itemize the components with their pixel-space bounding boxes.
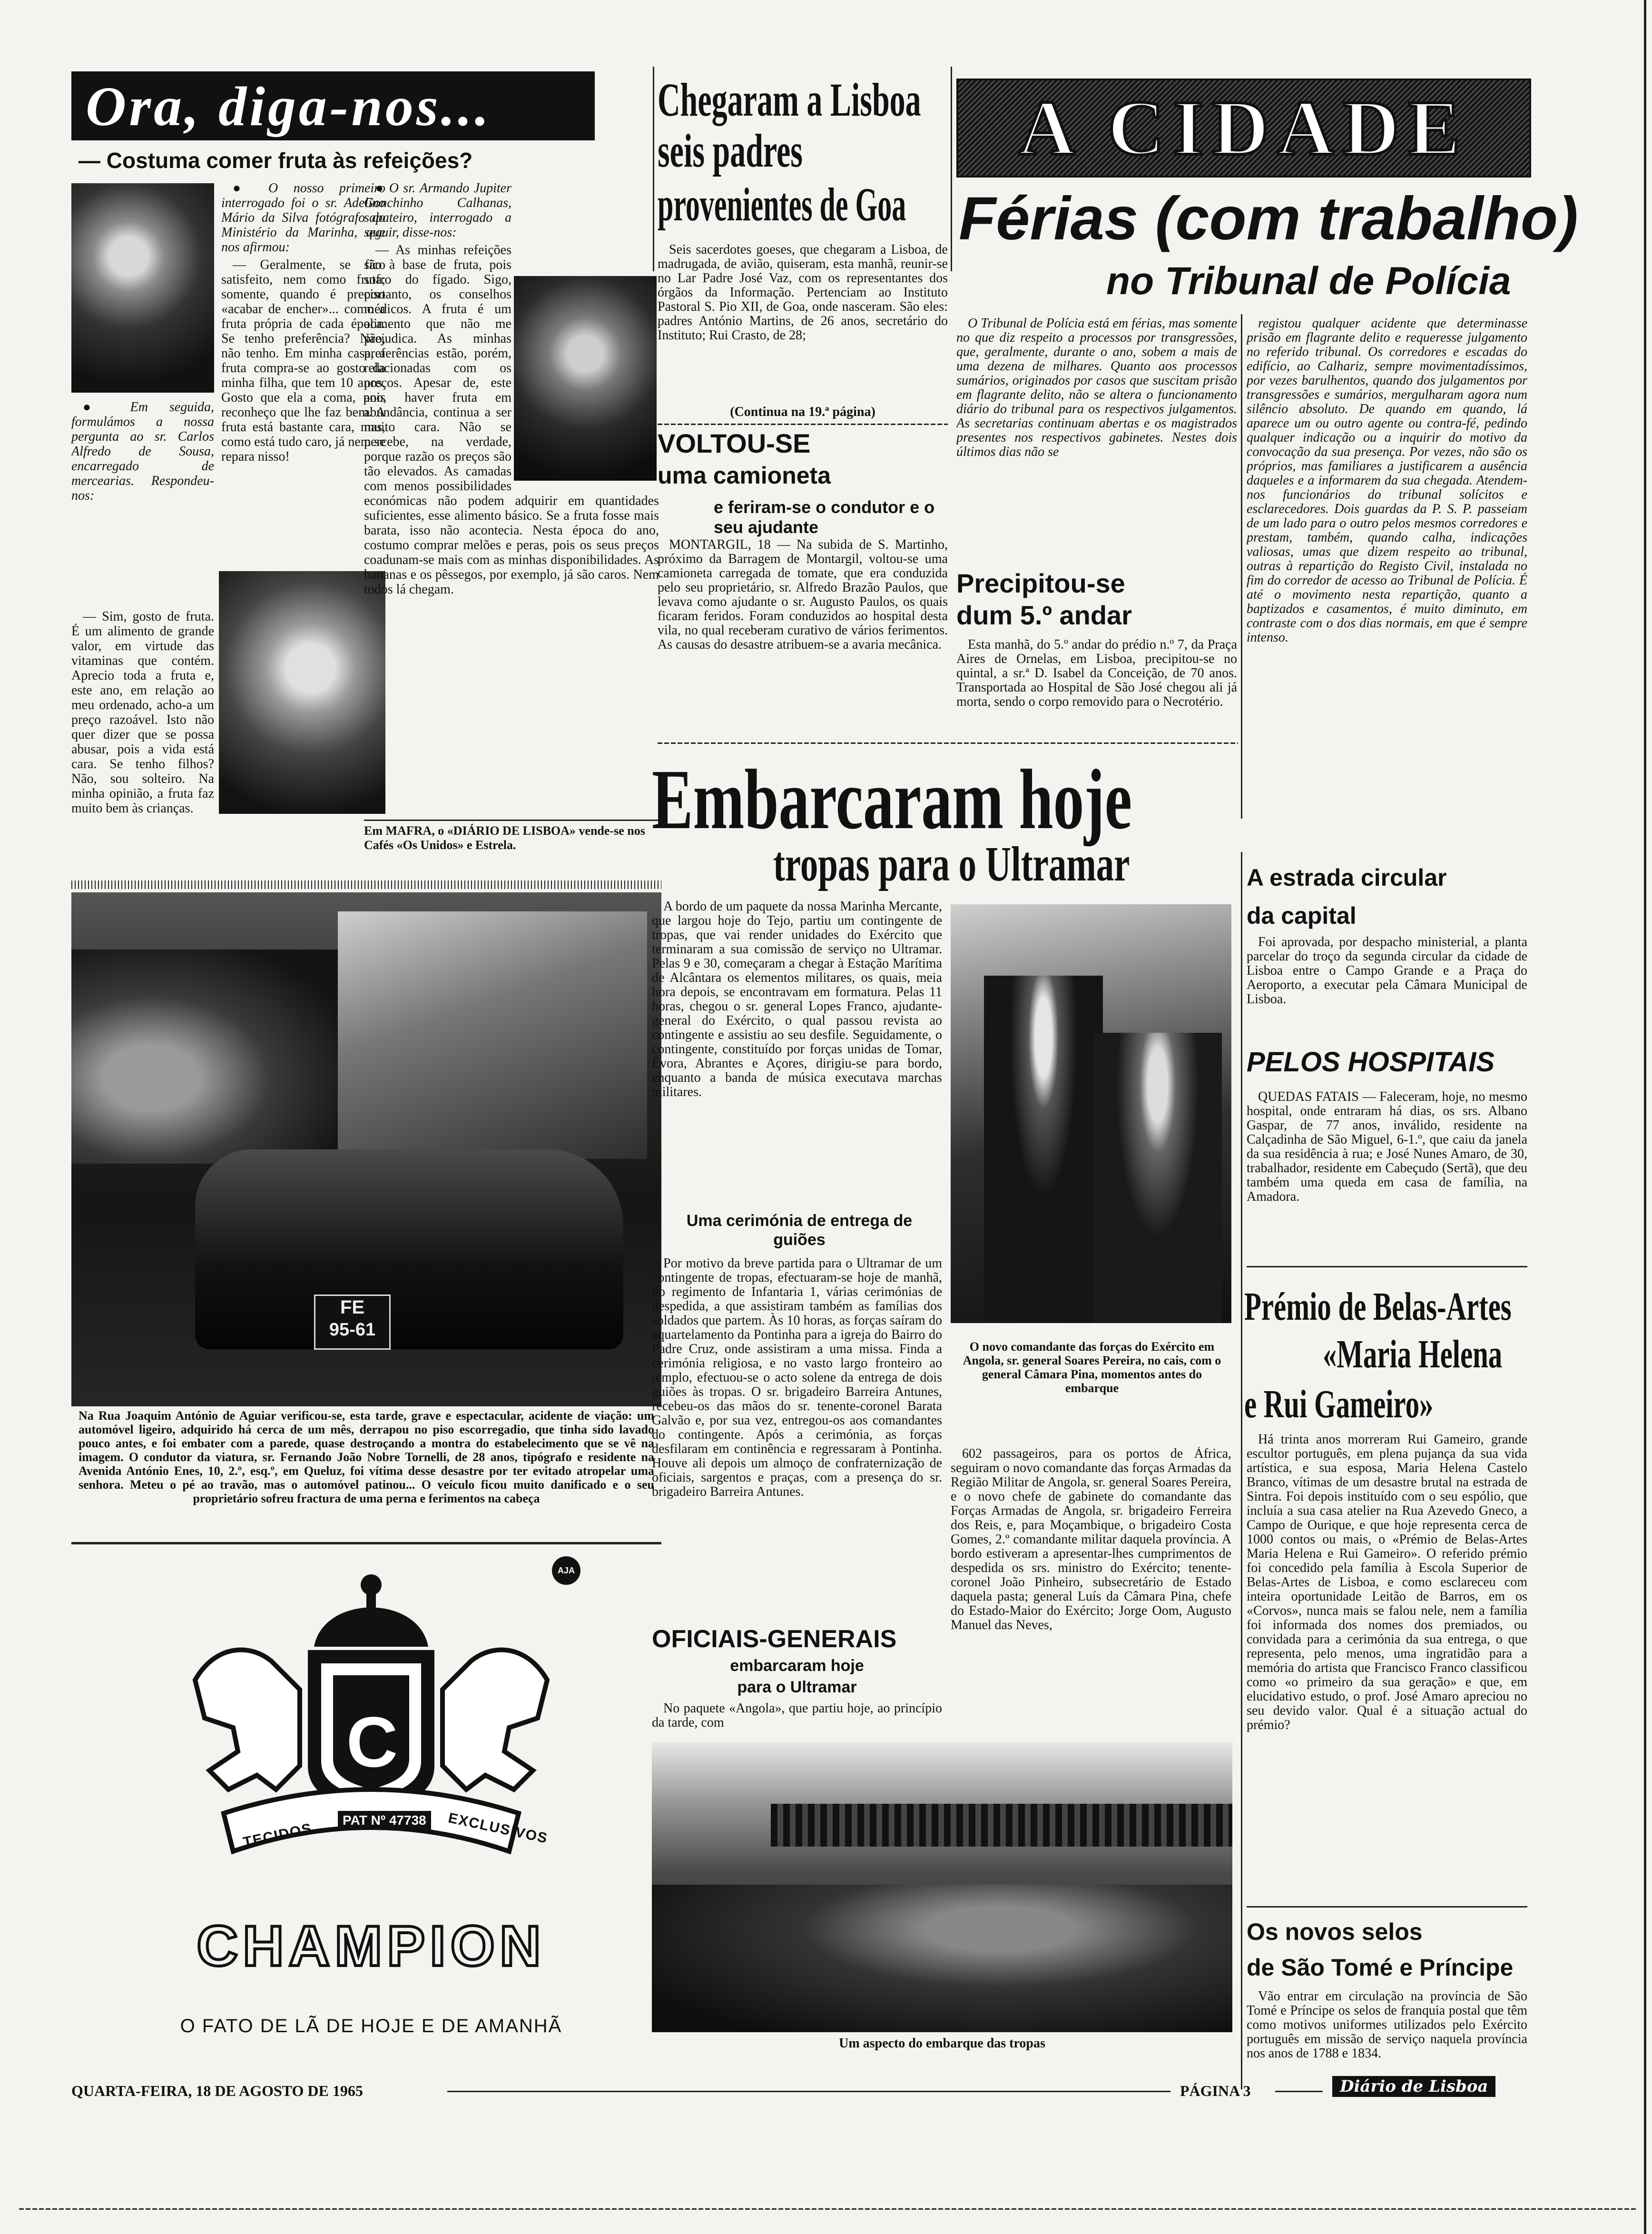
embarcaram-subhead-2: Uma cerimónia de entrega de guiões [686, 1212, 913, 1249]
embarcaram-body-2: Por motivo da breve partida para o Ultramar de um contingente de tropas, efectuaram-se hoje de manhã, no regimento de Infantaria 1, várias cerimónias de despedida, a que assistiram também as famílias dos soldados que partem. Às 10 horas, as forças saíram do aquartelamento da Pontinha para a igreja do Bairro do Padre Cruz, onde assistiram a uma missa. Finda a cerimónia religiosa, e no vasto largo fronteiro ao templo, efectuou-se o acto solene da entrega de dois guiões às tropas. O sr. brigadeiro Barreira Antunes, recebeu-os das mãos do sr. tenente-coronel Barata Galvão e, por sua vez, entregou-os aos comandantes do contingente. Após a cerimónia, as forças desfilaram em continência e regressaram à Pontinha. Houve ali depois um almoço de confraternização de oficiais, sargentos e praças, com a presença do sr. brigadeiro Barreira Antunes. [652, 1256, 942, 1499]
estrada-body [1247, 935, 1527, 1030]
ora-item2-answer-block [71, 609, 214, 866]
generals-photo-caption: O novo comandante das forças do Exército em Angola, sr. general Soares Pereira, no cais, com o general Câmara Pina, momentos antes do embarque [963, 1340, 1221, 1395]
crown-icon [314, 1608, 428, 1647]
voltou-headline-2: uma camioneta [658, 462, 831, 489]
embarcaram-rule-right [1241, 852, 1242, 2089]
ferias-col2 [1247, 316, 1527, 835]
embarque-caption: Um aspecto do embarque das tropas [839, 2036, 1045, 2051]
estrada-headline: A estrada circular [1247, 864, 1447, 891]
ora-question: — Costuma comer fruta às refeições? [79, 148, 473, 173]
lisboa-rule-right [951, 67, 952, 271]
license-plate-line1: FE [340, 1297, 365, 1318]
lisboa-rule-left [653, 67, 654, 271]
premio-headline-3: e Rui Gameiro» [1244, 1382, 1434, 1426]
ferias-col1 [956, 316, 1237, 564]
footer-page: PÁGINA 3 [1180, 2082, 1251, 2099]
champion-advert [71, 1547, 661, 2051]
ora-item1-cont [71, 400, 214, 604]
voltou-body [658, 538, 948, 733]
ora-item3-answer: — As minhas refeições são à base de fruta, pois sofro do fígado. Sigo, portanto, os conselhos médicos. A fruta é um alimento que não me prejudica. As minhas preferências estão, porém, relacionadas com os preços. Apesar de, este ano, haver fruta em abundância, continua a ser muito cara. Não se percebe, na verdade, porque razão os preços são tão elevados. As camadas com menos possibilidades económicas não podem adquirir em quantidades suficientes, esse alimento básico. Se a fruta fosse mais barata, isso não acontecia. Nesta época do ano, costumo comprar melões e peras, pois os seus preços coadunam-se mais com as minhas disponibilidades. As bananas e os pêssegos, por exemplo, já são caros. Nem todos lá chegam. [364, 243, 659, 597]
hospitais-body-text: QUEDAS FATAIS — Faleceram, hoje, no mesmo hospital, onde entraram há dias, os srs. Albano Gaspar, de 77 anos, inválido, residente na Calçadinha de São Miguel, 6-1.º, que caiu da janela da sua residência à rua; e José Nunes Amaro, de 30, trabalhador, residente em Cabeçudo (Sertã), que deu também uma queda em casa de família, na Amadora. [1247, 1090, 1527, 1204]
premio-body [1247, 1433, 1527, 1904]
ribbon-left: TECIDOS [242, 1820, 314, 1850]
lisboa-bottom-rule [658, 424, 948, 425]
ora-item2-intro: ● Em seguida, formulámos a nossa pergunta ao sr. Carlos Alfredo de Sousa, encarregado de mercearias. Respondeu-nos: [71, 400, 214, 503]
footer-date: QUARTA-FEIRA, 18 DE AGOSTO DE 1965 [71, 2082, 363, 2099]
estrada-headline-2: da capital [1247, 902, 1357, 929]
precipitou-body [956, 638, 1237, 740]
shop-window [338, 911, 647, 1159]
selos-body-text: Vão entrar em circulação na província de São Tomé e Príncipe os selos de franquia postal que têm como motivos uniformes utilizados pelo Exército português em missão de serviço naquela província nos anos de 1788 e 1834. [1247, 1989, 1527, 2061]
crowd [71, 949, 338, 1164]
a-cidade-banner [956, 79, 1531, 178]
precipitou-headline-2: dum 5.º andar [956, 600, 1132, 630]
ship-deck [771, 1804, 1232, 1847]
selos-top-rule [1247, 1906, 1527, 1908]
portrait-carlos [219, 571, 385, 814]
horse-left-icon [195, 1650, 300, 1789]
premio-headline-2: «Maria Helena [1323, 1332, 1503, 1376]
embarcaram-col1 [652, 900, 942, 1242]
voltou-body-text: MONTARGIL, 18 — Na subida de S. Martinho, próximo da Barragem de Montargil, voltou-se uma camioneta carregada de tomate, que era conduzida pelo seu proprietário, sr. Alfredo Brazão Paulos, que levava como ajudante o sr. Augusto Paulos, os quais ficaram feridos. Foram conduzidos ao hospital desta vila, no qual receberam curativo de vários ferimentos. As causas do desastre atribuem-se a avaria mecânica. [658, 538, 948, 652]
estrada-body-text: Foi aprovada, por despacho ministerial, a planta parcelar do troço da segunda circular da cidade de Lisboa entre o Campo Grande e a Praça do Aeroporto, a executar pela Câmara Municipal de Lisboa. [1247, 935, 1527, 1007]
advert-top-rule [71, 1542, 661, 1544]
footer-rule-1 [447, 2091, 1170, 2092]
champion-tagline: O FATO DE LÃ DE HOJE E DE AMANHÃ [180, 2016, 562, 2036]
horse-right-icon [442, 1650, 547, 1789]
page-right-edge [1644, 0, 1646, 2234]
a-cidade-banner-text: A CIDADE [1018, 84, 1469, 171]
ferias-col1-text: O Tribunal de Polícia está em férias, mas somente no que diz respeito a processos por transgressões, que, geralmente, durante o ano, sobem a mais de uma dezena de milhares. Quanto aos processos sumários, originados por casos que suscitam prisão em flagrante delito, não se altera o funcionamento diário do tribunal para os respectivos julgamentos. As secretarias continuam abertas e os magistrados presentes nos respectivos gabinetes. Nestes dois últimos dias não se [956, 316, 1237, 459]
lisboa-continued: (Continua na 19.ª página) [730, 405, 875, 419]
license-plate-line2: 95-61 [329, 1320, 376, 1340]
hospitais-body [1247, 1090, 1527, 1252]
ferias-headline: Férias (com trabalho) [959, 185, 1578, 253]
lisboa-headline-1: Chegaram a Lisboa [658, 73, 921, 126]
agency-mark-icon: AJA [552, 1556, 580, 1585]
footer-masthead: Diário de Lisboa [1332, 2076, 1495, 2097]
ora-banner-text: Ora, diga-nos... [86, 75, 492, 138]
oficiais-body-text: No paquete «Angola», que partiu hoje, ao princípio da tarde, com [652, 1701, 942, 1730]
embarcaram-col2 [951, 1447, 1231, 1723]
lisboa-body [658, 243, 948, 400]
premio-headline: Prémio de Belas-Artes [1244, 1285, 1512, 1329]
premio-top-rule [1247, 1266, 1527, 1267]
ora-item3 [364, 181, 659, 814]
crowd-on-dock [652, 1885, 1232, 2032]
ferias-subheadline: no Tribunal de Polícia [1106, 259, 1511, 303]
general-right [1093, 1033, 1222, 1323]
general-left [984, 976, 1103, 1318]
ora-item1-answer: — Geralmente, se fico satisfeito, nem como fruta; somente, quando é preciso «acabar de encher»... como a fruta própria de cada época. Se tenho preferência? Não, não tenho. Em minha casa, a fruta compra-se ao gosto da minha filha, que tem 10 anos. Gosto que ela a coma, pois reconheço que lhe faz bem. A fruta está bastante cara, mas, como está tudo caro, já nem se repara nisso! [221, 257, 385, 464]
oficiais-subhead-2: para o Ultramar [737, 1678, 857, 1696]
ferias-col-divider [1241, 314, 1242, 819]
license-plate [314, 1295, 391, 1350]
ferias-col2-text: registou qualquer acidente que determinasse prisão em flagrante delito e requeresse julgamento no referido tribunal. Os corredores e escadas do edifício, ao Calhariz, sempre movimentadíssimos, por vezes barulhentos, quando dos julgamentos por transgressões e sumários, mergulharam agora num silêncio absoluto. De quando em quando, lá aparece um ou outro agente ou contra-fé, pedindo qualquer indicação ou a inquirir do motivo da convocação da sua presença. Por vezes, não são os próprios, mas familiares a justificarem a ausência daqueles e a informarem da sua chegada. Atendem-nos funcionários do tribunal solícitos e esclarecedores. Dois guardas da P. S. P. passeiam de um lado para o outro pelos mesmos corredores e prestam, também, quando calha, indicações valiosas, umas que dizem respeito ao tribunal, outras à repartição do Registo Civil, instalada no fim do corredor de acesso ao Tribunal de Polícia. É até o movimento nesta repartição, quanto a baptizados e casamentos, é muito diminuto, em contraste com o dos dias normais, em que é sempre intenso. [1247, 316, 1527, 645]
selos-headline-2: de São Tomé e Príncipe [1247, 1954, 1514, 1981]
ribbon-mid: PAT Nº 47738 [338, 1811, 431, 1830]
embarque-photo [652, 1742, 1232, 2032]
ora-banner [71, 71, 595, 140]
voltou-subhead: e feriram-se o condutor e o seu ajudante [714, 497, 935, 537]
oficiais-headline: OFICIAIS-GENERAIS [652, 1625, 897, 1653]
portrait-adelino [71, 183, 214, 393]
hospitais-headline: PELOS HOSPITAIS [1247, 1047, 1495, 1077]
oficiais-body [652, 1701, 942, 1735]
ora-item3-intro: ● O sr. Armando Jupiter Gonchinho Calhanas, sapateiro, interrogado a seguir, disse-nos: [364, 181, 511, 240]
champion-brand: CHAMPION [197, 1914, 546, 1978]
car-accident-photo [71, 892, 661, 1406]
voltou-headline: VOLTOU-SE [658, 428, 811, 458]
footer-rule-2 [1275, 2091, 1323, 2092]
ribbon-right: EXCLUSIVOS [447, 1810, 550, 1847]
generals-photo [951, 904, 1231, 1323]
embarcaram-body-1: A bordo de um paquete da nossa Marinha Mercante, que largou hoje do Tejo, partiu um contingente de tropas, que vai render unidades do Exército que terminaram a sua comissão de serviço no Ultramar. Pelas 9 e 30, começaram a chegar à Estação Marítima de Alcântara os elementos militares, os quais, meia hora depois, se encontravam em formatura. Pelas 11 horas, chegou o sr. general Lopes Franco, ajudante-general do Exército, o qual passou revista ao contingente e assistiu ao seu desfile. Seguidamente, o contingente, constituído por forças unidas de Tomar, Évora, Abrantes e Açores, dirigiu-se para bordo, enquanto a banda de música executava marchas militares. [652, 900, 942, 1099]
oficiais-subhead: embarcaram hoje [730, 1657, 864, 1675]
page-bottom-edge [19, 2208, 1637, 2210]
ora-item2-answer: — Sim, gosto de fruta. É um alimento de grande valor, em virtude das vitaminas que contém. Aprecio toda a fruta e, este ano, em relação ao meu ordenado, acho-a um preço razoável. Isto não quer dizer que se possa abusar, pois a vida está cara. Se tenho filhos? Não, sou solteiro. Na minha opinião, a fruta faz muito bem às crianças. [71, 609, 214, 816]
lisboa-body-text: Seis sacerdotes goeses, que chegaram a Lisboa, de madrugada, de avião, quiseram, esta manhã, reunir-se no Lar Padre José Vaz, com os representantes dos órgãos da Informação. Pertenciam ao Instituto Pastoral S. Pio XII, de Goa, onde nasceram. São eles: padres António Martins, de 26 anos, secretário do Instituto; Rui Crasto, de 28; [658, 243, 948, 343]
ora-hatch-divider [71, 880, 661, 889]
embarcaram-subheadline: tropas para o Ultramar [773, 837, 1130, 891]
premio-body-text: Há trinta anos morreram Rui Gameiro, grande escultor português, em plena pujança da sua vida artística, e sua esposa, Maria Helena Castelo Branco, vítimas de um desastre brutal na estrada de Sintra. Foi depois instituído com o seu espólio, que incluía a sua casa atelier na Rua Azevedo Gneco, a Campo de Ourique, e que hoje representa cerca de 1000 contos ou mais, o «Prémio de Belas-Artes Maria Helena e Rui Gameiro». O referido prémio foi concedido pela família à Escola Superior de Belas-Artes de Lisboa, e como esclareceu com inteira oportunidade Leitão de Barros, em os «Corvos», nunca mais se falou nele, nem a família foi informada dos nomes dos premiados, ou convidada para a cerimónia da sua entrega, o que representa, pelo menos, uma ingratidão para a memória do artista que Francisco Franco classificou como «o primeiro da sua geração» e que, em elucidativo estudo, o prof. José Amaro apreciou no seu devido valor. Qual é a situação actual do prémio? [1247, 1433, 1527, 1732]
selos-body [1247, 1989, 1527, 2070]
car-accident-caption: Na Rua Joaquim António de Aguiar verificou-se, esta tarde, grave e espectacular, acidente de viação: um automóvel ligeiro, adquirido há cerca de um mês, derrapou no piso escorregadio, que tinha sido lavado pouco antes, e foi embater com a parede, quase destroçando a montra do estabelecimento que se vê na imagem. O condutor da viatura, sr. Fernando João Nobre Tornelli, de 28 anos, tipógrafo e residente na Avenida António Enes, 10, 2.º, esq.º, em Queluz, foi vítima desse desastre por ter evitado atropelar uma senhora. Meteu o pé ao travão, mas o automóvel patinou... O veículo ficou muito danificado e o seu proprietário sofreu fractura de uma perna e ferimentos na cabeça [79, 1409, 654, 1505]
precipitou-headline: Precipitou-se [956, 568, 1125, 598]
ora-item1 [221, 181, 385, 509]
mafra-note: Em MAFRA, o «DIÁRIO DE LISBOA» vende-se nos Cafés «Os Unidos» e Estrela. [364, 824, 645, 852]
lisboa-headline-2: seis padres [658, 124, 803, 177]
voltou-bottom-rule [658, 742, 1238, 744]
precipitou-body-text: Esta manhã, do 5.º andar do prédio n.º 7, da Praça Aires de Ornelas, em Lisboa, precipitou-se no quintal, a sr.ª D. Isabel da Conceição, de 70 anos. Transportada ao Hospital de São José chegou ali já morta, sendo o corpo removido para o Necrotério. [956, 638, 1237, 709]
mafra-note-box [364, 820, 659, 852]
lisboa-headline-3: provenientes de Goa [658, 178, 906, 231]
selos-headline: Os novos selos [1247, 1918, 1423, 1945]
car-body [195, 1149, 623, 1349]
embarcaram-headline: Embarcaram hoje [652, 752, 1132, 847]
logo-letter: C [346, 1702, 398, 1782]
embarcaram-body-3: 602 passageiros, para os portos de África, seguiram o novo comandante das forças Armadas da Região Militar de Angola, sr. general Soares Pereira, e o novo chefe de gabinete do comandante das Forças Armadas de Angola, sr. brigadeiro Ferreira dos Reis, e, para Moçambique, o brigadeiro Costa Gomes, 2.º comandante militar daquela província. A bordo estiveram a apresentar-lhes cumprimentos de despedida os srs. ministro do Exército; tenente-coronel João Pinheiro, subsecretário de Estado daquela pasta; general Luís da Câmara Pina, chefe do Estado-Maior do Exército; Jorge Oom, Augusto Manuel das Neves, [951, 1447, 1231, 1632]
ora-item1-intro: ● O nosso primeiro interrogado foi o sr. Adelino Mário da Silva fotógrafo do Ministério da Marinha, que nos afirmou: [221, 181, 385, 255]
